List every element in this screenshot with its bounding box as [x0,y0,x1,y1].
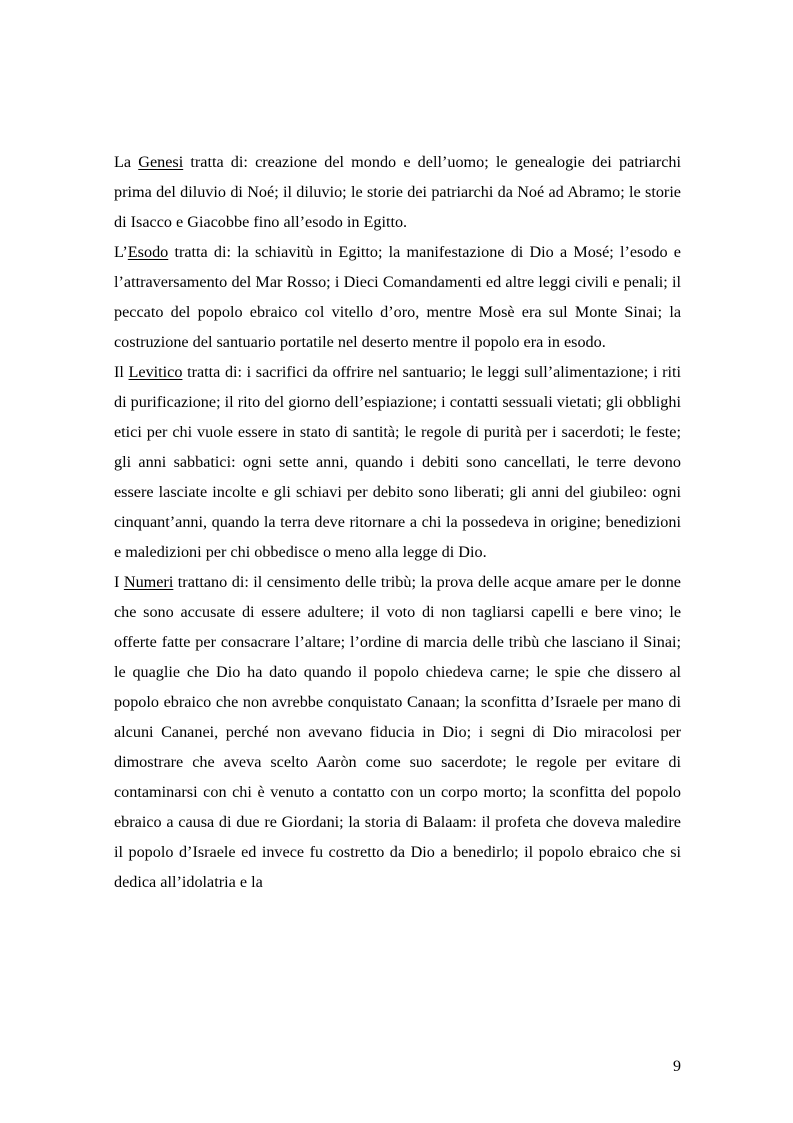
paragraph-text: tratta di: i sacrifici da offrire nel santuario; le leggi sull’alimentazione; i riti di purificazione; il rito del giorno dell’espiazione; i contatti sessuali vietati; gli obblighi etici per chi vuole essere in stato di santità; le regole di purità per i sacerdoti; le feste; gli anni sabbatici: ogni sette anni, quando i debiti sono cancellati, le terre devono essere lasciate incolte e gli schiavi per debito sono liberati; gli anni del giubileo: ogni cinquant’anni, quando la terra deve ritornare a chi la possedeva in origine; benedizioni e maledizioni per chi obbedisce o meno alla legge di Dio. [114,363,681,561]
page-number: 9 [673,1058,681,1075]
body-text [114,147,681,897]
paragraph-genesi [114,147,681,237]
paragraph-lead: La [114,153,139,171]
book-title-levitico: Levitico [128,363,183,381]
paragraph-numeri [114,567,681,897]
book-title-esodo: Esodo [127,243,169,261]
paragraph-lead: I [114,573,124,591]
paragraph-text: trattano di: il censimento delle tribù; la prova delle acque amare per le donne che sono accusate di essere adultere; il voto di non tagliarsi capelli e bere vino; le offerte fatte per consacrare l’altare; l’ordine di marcia delle tribù che lasciano il Sinai; le quaglie che Dio ha dato quando il popolo chiedeva carne; le spie che dissero al popolo ebraico che non avrebbe conquistato Canaan; la sconfitta d’Israele per mano di alcuni Cananei, perché non avevano fiducia in Dio; i segni di Dio miracolosi per dimostrare che aveva scelto Aaròn come suo sacerdote; le regole per evitare di contaminarsi con chi è venuto a contatto con un corpo morto; la sconfitta del popolo ebraico a causa di due re Giordani; la storia di Balaam: il profeta che doveva maledire il popolo d’Israele ed invece fu costretto da Dio a benedirlo; il popolo ebraico che si dedica all’idolatria e la [114,573,681,891]
paragraph-text: tratta di: creazione del mondo e dell’uomo; le genealogie dei patriarchi prima del diluvio di Noé; il diluvio; le storie dei patriarchi da Noé ad Abramo; le storie di Isacco e Giacobbe fino all’esodo in Egitto. [114,153,681,231]
paragraph-esodo [114,237,681,357]
paragraph-text: tratta di: la schiavitù in Egitto; la manifestazione di Dio a Mosé; l’esodo e l’attraversamento del Mar Rosso; i Dieci Comandamenti ed altre leggi civili e penali; il peccato del popolo ebraico col vitello d’oro, mentre Mosè era sul Monte Sinai; la costruzione del santuario portatile nel deserto mentre il popolo era in esodo. [114,243,681,351]
paragraph-lead: L’ [114,243,128,261]
paragraph-lead: Il [114,363,129,381]
paragraph-levitico [114,357,681,567]
book-title-genesi: Genesi [138,153,184,171]
book-title-numeri: Numeri [123,573,174,591]
